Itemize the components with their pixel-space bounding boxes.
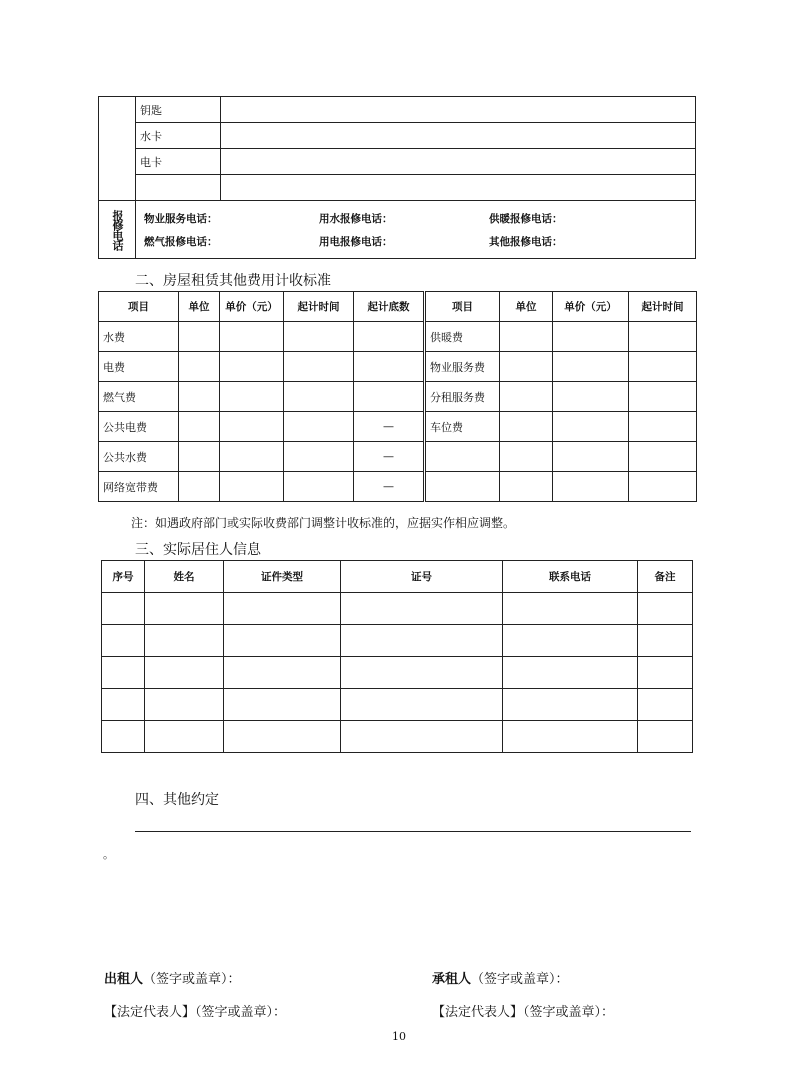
table-row (102, 625, 693, 657)
table-cell[interactable] (145, 625, 224, 657)
terms-dot: 。 (103, 848, 114, 861)
lessor-label: 出租人 (104, 972, 144, 987)
fee-cell[interactable] (629, 472, 697, 502)
property-phone-label: 物业服务电话： (144, 212, 218, 225)
fee-cell[interactable] (179, 382, 220, 412)
table-cell[interactable] (224, 721, 341, 753)
fee-cell[interactable] (553, 352, 629, 382)
repair-phone-label-cell (99, 201, 136, 259)
lessee-sign-hint: （签字或盖章）： (471, 972, 569, 987)
section2-title: 二、房屋租赁其他费用计收标准 (135, 273, 331, 289)
section3-title: 三、实际居住人信息 (135, 542, 261, 558)
table-cell[interactable] (503, 689, 638, 721)
table-cell[interactable] (102, 721, 145, 753)
fee-item: 公共电费 (99, 412, 179, 442)
item-value-cell[interactable] (221, 149, 696, 175)
table-cell[interactable] (503, 593, 638, 625)
water-repair-phone-label: 用水报修电话： (319, 212, 393, 225)
other-repair-phone-label: 其他报修电话： (489, 235, 563, 248)
header-seq: 序号 (102, 561, 145, 593)
table-cell[interactable] (145, 721, 224, 753)
item-label: 水卡 (136, 123, 221, 149)
fee-cell[interactable] (179, 412, 220, 442)
fee-item-right: 供暖费 (425, 322, 500, 352)
repair-phones-cell (136, 201, 696, 259)
fee-cell[interactable] (179, 442, 220, 472)
header-phone: 联系电话 (503, 561, 638, 593)
fee-item: 电费 (99, 352, 179, 382)
table-cell[interactable] (145, 593, 224, 625)
fee-cell[interactable] (500, 472, 553, 502)
table-row (102, 689, 693, 721)
fee-cell[interactable] (284, 352, 354, 382)
fee-cell[interactable] (284, 412, 354, 442)
table-cell[interactable] (341, 689, 503, 721)
fee-cell[interactable] (500, 352, 553, 382)
table-row (102, 657, 693, 689)
table-cell[interactable] (638, 593, 693, 625)
fee-item-right (425, 472, 500, 502)
header-name: 姓名 (145, 561, 224, 593)
fee-cell[interactable] (553, 412, 629, 442)
table-cell[interactable] (503, 721, 638, 753)
fee-cell[interactable] (220, 382, 284, 412)
fee-item-right: 车位费 (425, 412, 500, 442)
fee-cell[interactable] (629, 442, 697, 472)
other-terms-line[interactable] (135, 831, 691, 832)
lessor-rep-signature[interactable]: 【法定代表人】（签字或盖章）： (104, 1005, 287, 1020)
fee-base[interactable] (354, 352, 425, 382)
item-label: 钥匙 (136, 97, 221, 123)
lessor-sign-hint: （签字或盖章）： (143, 972, 241, 987)
table-cell[interactable] (638, 657, 693, 689)
fee-cell[interactable] (284, 382, 354, 412)
fee-cell[interactable] (500, 382, 553, 412)
header-price-right: 单价（元） (553, 292, 629, 322)
header-start-time: 起计时间 (284, 292, 354, 322)
table-cell[interactable] (503, 657, 638, 689)
lessee-rep-signature[interactable]: 【法定代表人】（签字或盖章）： (432, 1005, 615, 1020)
table-cell[interactable] (145, 657, 224, 689)
table-cell[interactable] (224, 689, 341, 721)
page-number: 10 (392, 1030, 406, 1043)
section4-title: 四、其他约定 (135, 792, 219, 808)
fee-note: 注：如遇政府部门或实际收费部门调整计收标准的，应据实作相应调整。 (131, 516, 516, 530)
fee-cell[interactable] (500, 322, 553, 352)
fee-cell[interactable] (284, 472, 354, 502)
header-item: 项目 (99, 292, 179, 322)
table-row (102, 721, 693, 753)
fee-base[interactable] (354, 382, 425, 412)
table-cell[interactable] (341, 657, 503, 689)
occupant-info-table (101, 560, 693, 753)
fee-cell[interactable] (553, 382, 629, 412)
header-start-reading: 起计底数 (354, 292, 425, 322)
fee-item: 燃气费 (99, 382, 179, 412)
table-cell[interactable] (638, 721, 693, 753)
table-cell[interactable] (224, 657, 341, 689)
fee-base[interactable] (354, 322, 425, 352)
fee-cell[interactable] (553, 442, 629, 472)
fee-cell[interactable] (220, 442, 284, 472)
item-label: 电卡 (136, 149, 221, 175)
gas-repair-phone-label: 燃气报修电话： (144, 235, 218, 248)
fee-cell[interactable] (179, 352, 220, 382)
item-value-cell[interactable] (221, 175, 696, 201)
fee-item: 水费 (99, 322, 179, 352)
table-row (102, 593, 693, 625)
fee-cell[interactable] (629, 412, 697, 442)
fee-cell[interactable] (500, 442, 553, 472)
table-cell[interactable] (638, 625, 693, 657)
item-label (136, 175, 221, 201)
table-cell[interactable] (145, 689, 224, 721)
fee-item-right: 分租服务费 (425, 382, 500, 412)
header-remark: 备注 (638, 561, 693, 593)
header-id-number: 证号 (341, 561, 503, 593)
fee-cell[interactable] (500, 412, 553, 442)
fee-base: — (354, 472, 425, 502)
header-price: 单价（元） (220, 292, 284, 322)
fee-cell[interactable] (284, 322, 354, 352)
fee-item-right: 物业服务费 (425, 352, 500, 382)
fee-item-right (425, 442, 500, 472)
table-cell[interactable] (224, 625, 341, 657)
fee-cell[interactable] (629, 352, 697, 382)
fee-cell[interactable] (629, 382, 697, 412)
fee-cell[interactable] (553, 472, 629, 502)
table-cell[interactable] (341, 625, 503, 657)
handover-items-table (98, 96, 696, 259)
lessor-signature[interactable] (104, 968, 241, 987)
item-value-cell[interactable] (221, 97, 696, 123)
table-cell[interactable] (503, 625, 638, 657)
table-cell[interactable] (341, 593, 503, 625)
table-cell[interactable] (102, 625, 145, 657)
table-cell[interactable] (638, 689, 693, 721)
fee-base: — (354, 442, 425, 472)
repair-phone-label: 报修电话 (111, 209, 124, 250)
table-cell[interactable] (224, 593, 341, 625)
fee-cell[interactable] (220, 412, 284, 442)
power-repair-phone-label: 用电报修电话： (319, 235, 393, 248)
fee-cell[interactable] (220, 472, 284, 502)
fee-cell[interactable] (179, 322, 220, 352)
fee-item: 公共水费 (99, 442, 179, 472)
merged-blank-cell (99, 97, 136, 201)
fee-standard-table (98, 291, 697, 502)
header-unit-right: 单位 (500, 292, 553, 322)
header-id-type: 证件类型 (224, 561, 341, 593)
lessee-label: 承租人 (432, 972, 472, 987)
table-cell[interactable] (102, 593, 145, 625)
fee-cell[interactable] (220, 352, 284, 382)
table-cell[interactable] (102, 689, 145, 721)
header-start-time-right: 起计时间 (629, 292, 697, 322)
fee-cell[interactable] (629, 322, 697, 352)
fee-cell[interactable] (553, 322, 629, 352)
fee-item: 网络宽带费 (99, 472, 179, 502)
table-cell[interactable] (102, 657, 145, 689)
header-item-right: 项目 (425, 292, 500, 322)
heating-repair-phone-label: 供暖报修电话： (489, 212, 563, 225)
table-cell[interactable] (341, 721, 503, 753)
fee-base: — (354, 412, 425, 442)
item-value-cell[interactable] (221, 123, 696, 149)
header-unit: 单位 (179, 292, 220, 322)
fee-cell[interactable] (284, 442, 354, 472)
fee-cell[interactable] (179, 472, 220, 502)
lessee-signature[interactable] (432, 968, 569, 987)
fee-cell[interactable] (220, 322, 284, 352)
